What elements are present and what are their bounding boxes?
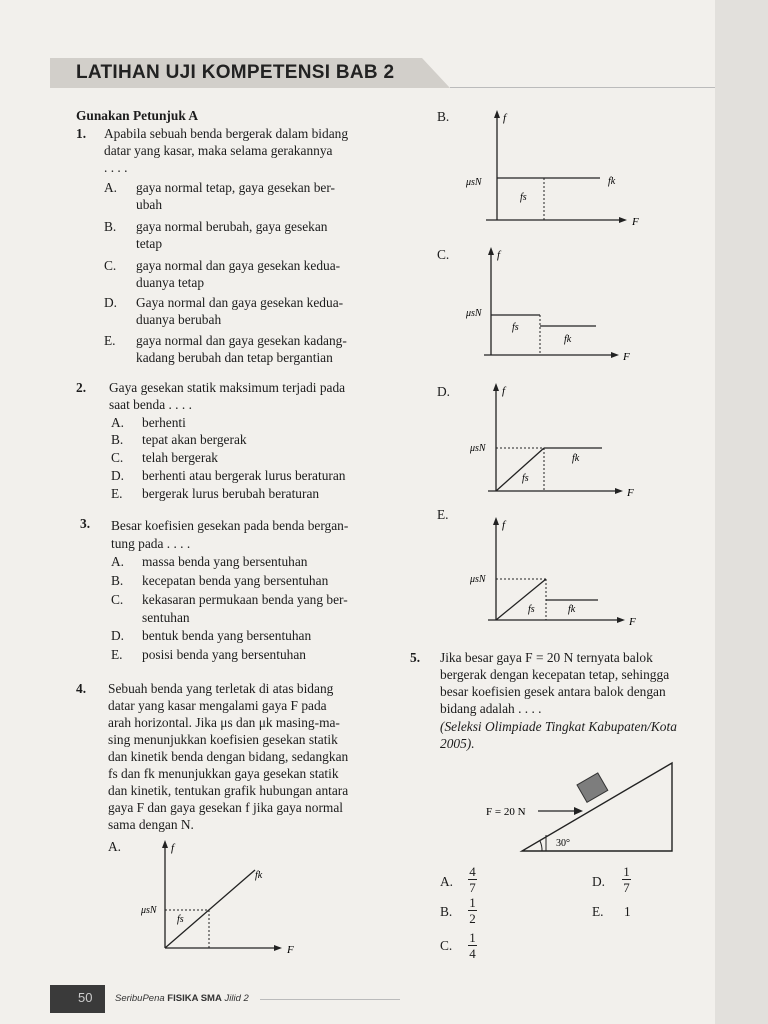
fs-label: fs <box>512 322 519 333</box>
q3-option-text[interactable]: posisi benda yang bersentuhan <box>142 647 306 662</box>
q1-option-text[interactable]: Gaya normal dan gaya gesekan kedua- <box>136 295 344 310</box>
graph-a[interactable] <box>135 840 310 965</box>
denominator: 7 <box>623 880 630 895</box>
q2-option-text[interactable]: tepat akan bergerak <box>142 432 247 447</box>
y-axis-arrow <box>493 383 499 391</box>
q1-option-text[interactable]: gaya normal berubah, gaya gesekan <box>136 219 328 234</box>
graph-c[interactable] <box>460 242 650 367</box>
x-label: F <box>287 944 294 956</box>
q5-option-letter[interactable]: E. <box>592 904 604 919</box>
q1-option-letter[interactable]: E. <box>104 333 116 348</box>
q4-stem-line: datar yang kasar mengalami gaya F pada <box>108 698 327 713</box>
y-label: f <box>497 249 501 261</box>
y-label: f <box>171 842 175 854</box>
chapter-title: LATIHAN UJI KOMPETENSI BAB 2 <box>76 62 395 83</box>
angle-label: 30° <box>556 838 570 849</box>
q4-stem-line: sama dengan N. <box>108 817 194 832</box>
q5-option-b-fraction[interactable] <box>468 896 477 925</box>
q3-option-letter[interactable]: E. <box>111 647 123 662</box>
y-label: f <box>503 112 507 124</box>
fs-label: fs <box>528 604 535 615</box>
q3-option-text[interactable]: massa benda yang bersentuhan <box>142 554 308 569</box>
graph-b[interactable] <box>460 105 650 230</box>
static-ramp <box>496 579 546 620</box>
q1-stem-line: datar yang kasar, maka selama gerakannya <box>104 143 333 158</box>
fk-label: fk <box>564 334 572 345</box>
q3-option-text[interactable]: bentuk benda yang bersentuhan <box>142 628 312 643</box>
graph-b-letter[interactable]: B. <box>437 109 450 124</box>
fs-label: fs <box>522 473 529 484</box>
q5-stem-line: bergerak dengan kecepatan tetap, sehingga <box>440 667 670 682</box>
q5-source-line: 2005). <box>440 736 475 751</box>
footer-caption <box>115 993 249 1004</box>
q3-number: 3. <box>80 516 91 531</box>
q4-stem-line: gaya F dan gaya gesekan f jika gaya normal <box>108 800 343 815</box>
q2-option-letter[interactable]: B. <box>111 432 124 447</box>
q3-option-letter[interactable]: D. <box>111 628 125 643</box>
graph-c-letter[interactable]: C. <box>437 247 450 262</box>
x-label: F <box>629 616 636 628</box>
q4-stem-line: fs dan fk menunjukkan gaya gesekan statik <box>108 766 339 781</box>
x-label: F <box>632 216 639 228</box>
footer-brand: SeribuPena <box>115 993 165 1004</box>
header-rule <box>450 87 715 88</box>
fk-label: fk <box>572 453 580 464</box>
denominator: 7 <box>469 880 476 895</box>
q2-option-letter[interactable]: A. <box>111 415 125 430</box>
q1-number: 1. <box>76 126 87 141</box>
q1-option-text[interactable]: duanya berubah <box>136 312 222 327</box>
q1-option-letter[interactable]: B. <box>104 219 117 234</box>
q2-option-text[interactable]: bergerak lurus berubah beraturan <box>142 486 320 501</box>
x-axis-arrow <box>274 945 282 951</box>
q2-option-text[interactable]: berhenti <box>142 415 186 430</box>
x-label: F <box>623 351 630 363</box>
y-axis-arrow <box>494 110 500 118</box>
graph-d[interactable] <box>462 378 652 503</box>
force-label: F = 20 N <box>486 806 526 818</box>
page-edge <box>715 0 768 1024</box>
y-axis-arrow <box>162 840 168 848</box>
q3-option-text[interactable]: sentuhan <box>142 610 190 625</box>
fs-label: fs <box>520 192 527 203</box>
footer-volume: Jilid 2 <box>224 993 249 1004</box>
q2-number: 2. <box>76 380 87 395</box>
footer-book: FISIKA SMA <box>167 993 222 1004</box>
x-label: F <box>627 487 634 499</box>
q5-option-a-fraction[interactable] <box>468 865 477 894</box>
q1-option-letter[interactable]: D. <box>104 295 118 310</box>
q2-option-letter[interactable]: E. <box>111 486 123 501</box>
q5-option-text[interactable]: 1 <box>624 904 631 919</box>
q5-stem-line: bidang adalah . . . . <box>440 701 542 716</box>
q4-stem-line: arah horizontal. Jika μs dan μk masing-ma- <box>108 715 340 730</box>
fs-label: fs <box>177 914 184 925</box>
q5-source-line: (Seleksi Olimpiade Tingkat Kabupaten/Kota <box>440 719 677 734</box>
q1-stem-line: Apabila sebuah benda bergerak dalam bidang <box>104 126 349 141</box>
graph-e-letter[interactable]: E. <box>437 507 449 522</box>
block <box>577 773 608 802</box>
q4-stem-line: sing menunjukkan koefisien gesekan statik <box>108 732 338 747</box>
q1-option-text[interactable]: gaya normal tetap, gaya gesekan ber- <box>136 180 336 195</box>
page-number: 50 <box>78 990 93 1005</box>
q5-stem-line: besar koefisien gesek antara balok dengan <box>440 684 666 699</box>
q5-option-letter[interactable]: B. <box>440 904 453 919</box>
q5-option-c-fraction[interactable] <box>468 931 477 960</box>
q1-option-text[interactable]: duanya tetap <box>136 275 205 290</box>
fk-label: fk <box>608 176 616 187</box>
q3-stem-line: Besar koefisien gesekan pada benda bergan- <box>111 518 349 533</box>
q5-number: 5. <box>410 650 421 665</box>
fk-label: fk <box>255 870 263 881</box>
q3-option-letter[interactable]: C. <box>111 592 124 607</box>
numerator: 1 <box>469 895 476 910</box>
q3-option-letter[interactable]: A. <box>111 554 125 569</box>
q5-option-letter[interactable]: A. <box>440 874 454 889</box>
musn-label: μsN <box>470 574 486 585</box>
x-axis-arrow <box>615 488 623 494</box>
q1-option-text[interactable]: gaya normal dan gaya gesekan kadang- <box>136 333 347 348</box>
q1-stem-line: . . . . <box>104 160 128 175</box>
static-ramp <box>496 448 544 491</box>
q2-option-text[interactable]: telah bergerak <box>142 450 218 465</box>
denominator: 2 <box>469 911 476 926</box>
q1-option-letter[interactable]: C. <box>104 258 117 273</box>
q2-option-letter[interactable]: C. <box>111 450 124 465</box>
graph-d-letter[interactable]: D. <box>437 384 451 399</box>
graph-e[interactable] <box>462 512 652 637</box>
q4-stem-line: Sebuah benda yang terletak di atas bidang <box>108 681 334 696</box>
musn-label: μsN <box>466 177 482 188</box>
angle-arc <box>540 841 542 851</box>
force-arrow-head <box>574 807 583 815</box>
y-axis-arrow <box>488 247 494 255</box>
q3-option-text[interactable]: kekasaran permukaan benda yang ber- <box>142 592 348 607</box>
q2-option-letter[interactable]: D. <box>111 468 125 483</box>
q1-option-text[interactable]: ubah <box>136 197 163 212</box>
q4-number: 4. <box>76 681 87 696</box>
q5-stem-line: Jika besar gaya F = 20 N ternyata balok <box>440 650 653 665</box>
q5-option-letter[interactable]: D. <box>592 874 606 889</box>
fk-label: fk <box>568 604 576 615</box>
q3-option-text[interactable]: kecepatan benda yang bersentuhan <box>142 573 329 588</box>
q2-stem-line: saat benda . . . . <box>109 397 192 412</box>
y-label: f <box>502 519 506 531</box>
block-group <box>577 773 608 802</box>
q2-option-text[interactable]: berhenti atau bergerak lurus beraturan <box>142 468 346 483</box>
q4-stem-line: dan kinetik benda dengan bidang, sedangkan <box>108 749 349 764</box>
q1-option-text[interactable]: tetap <box>136 236 163 251</box>
numerator: 4 <box>469 864 476 879</box>
q5-option-d-fraction[interactable] <box>622 865 631 894</box>
denominator: 4 <box>469 946 476 961</box>
q1-option-letter[interactable]: A. <box>104 180 118 195</box>
q4-stem-line: dan kinetik, tentukan grafik hubungan antara <box>108 783 349 798</box>
q3-stem-line: tung pada . . . . <box>111 536 191 551</box>
musn-label: μsN <box>141 905 157 916</box>
x-axis-arrow <box>611 352 619 358</box>
q5-option-letter[interactable]: C. <box>440 938 453 953</box>
y-label: f <box>502 385 506 397</box>
q1-option-text[interactable]: kadang berubah dan tetap bergantian <box>136 350 333 365</box>
numerator: 1 <box>623 864 630 879</box>
musn-label: μsN <box>466 308 482 319</box>
graph-a-letter[interactable]: A. <box>108 839 122 854</box>
x-axis-arrow <box>617 617 625 623</box>
x-axis-arrow <box>619 217 627 223</box>
friction-line <box>165 870 255 948</box>
footer-rule <box>260 999 400 1000</box>
numerator: 1 <box>469 930 476 945</box>
incline-figure <box>480 755 700 860</box>
q1-option-text[interactable]: gaya normal dan gaya gesekan kedua- <box>136 258 341 273</box>
y-axis-arrow <box>493 517 499 525</box>
q2-stem-line: Gaya gesekan statik maksimum terjadi pada <box>109 380 346 395</box>
instruction: Gunakan Petunjuk A <box>76 108 199 123</box>
q3-option-letter[interactable]: B. <box>111 573 124 588</box>
musn-label: μsN <box>470 443 486 454</box>
